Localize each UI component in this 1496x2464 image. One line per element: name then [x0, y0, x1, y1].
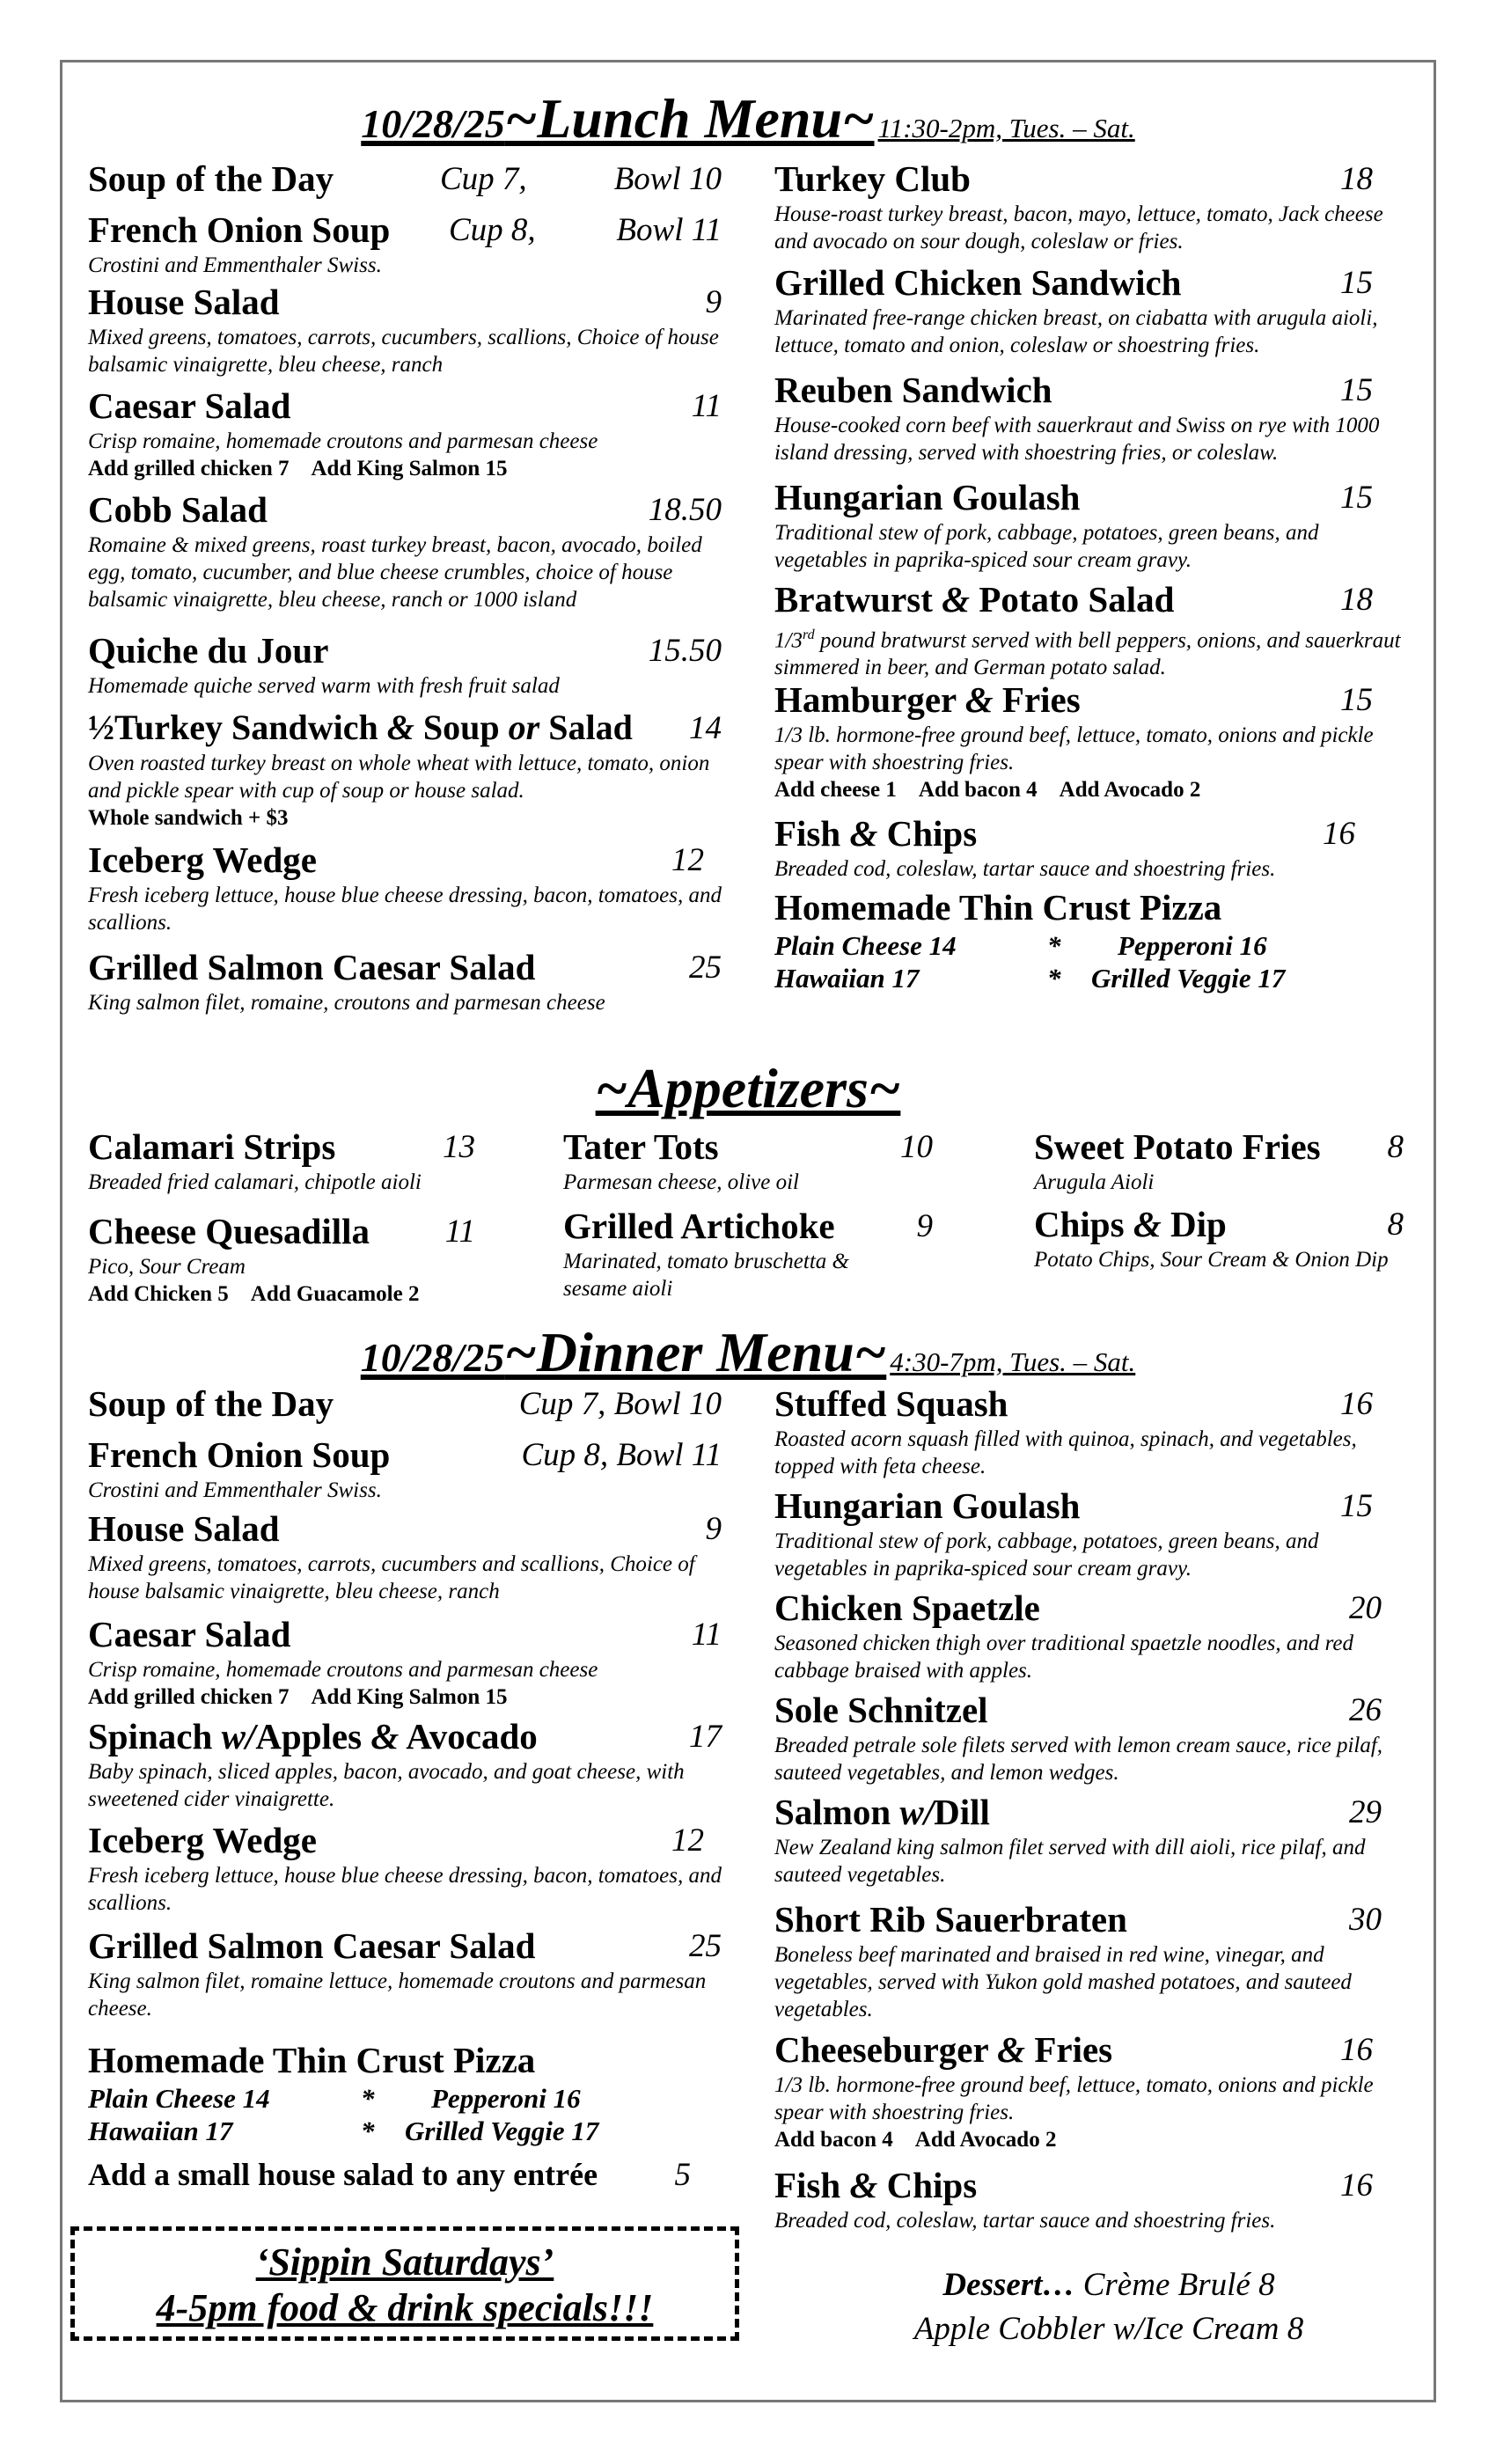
add-on: Add Avocado 2: [1059, 778, 1201, 802]
item-price: 29: [1349, 1794, 1382, 1830]
menu-item: [88, 1382, 722, 1433]
item-price: 16: [1340, 2032, 1373, 2068]
item-description: House-cooked corn beef with sauerkraut and Swiss on rye with 1000 island dressing, served with shoestring fries, or coleslaw.: [774, 414, 1380, 465]
add-on: Whole sandwich + $3: [88, 806, 289, 830]
dessert-line-1: [774, 2266, 1443, 2304]
item-price: 11: [691, 1617, 722, 1653]
dessert-line-2: [774, 2310, 1443, 2348]
item-description: Baby spinach, sliced apples, bacon, avocado, and goat cheese, with sweetened cider vinaigrette.: [88, 1760, 685, 1811]
item-description: 1/3 lb. hormone-free ground beef, lettuce, tomato, onions and pickle spear with shoestring fries.: [774, 723, 1374, 774]
item-name: Sole Schnitzel: [774, 1690, 988, 1730]
lunch-date: 10/28/25: [361, 101, 505, 146]
dessert-item: Crème Brulé 8: [1082, 2267, 1275, 2303]
item-price: 12: [671, 1822, 704, 1859]
item-name: Short Rib Sauerbraten: [774, 1899, 1127, 1940]
pizza-option: Pepperoni 16: [1118, 930, 1267, 961]
item-price: 25: [689, 1928, 722, 1964]
separator: *: [1047, 930, 1061, 961]
add-on: Add bacon 4: [918, 778, 1038, 802]
dinner-right-column: [774, 1382, 1408, 2234]
promo-subtitle: 4-5pm food & drink specials!!!: [156, 2286, 654, 2329]
item-name: Bratwurst & Potato Salad: [774, 579, 1175, 620]
item-description: Arugula Aioli: [1034, 1170, 1155, 1194]
item-description: Breaded cod, coleslaw, tartar sauce and shoestring fries.: [774, 2209, 1276, 2233]
item-name: Homemade Thin Crust Pizza: [774, 887, 1222, 928]
dinner-date: 10/28/25: [360, 1335, 505, 1380]
item-price: 15: [1340, 1488, 1373, 1524]
lunch-left-column: [88, 157, 722, 1024]
item-description: Crisp romaine, homemade croutons and parmesan cheese: [88, 429, 598, 453]
item-price: 18.50: [648, 492, 722, 528]
item-name: Quiche du Jour: [88, 630, 329, 671]
item-name: Hungarian Goulash: [774, 477, 1081, 517]
item-description: Mixed greens, tomatoes, carrots, cucumbers, scallions, Choice of house balsamic vinaigrette, bleu cheese, ranch: [88, 326, 719, 377]
item-description: 1/3rd pound bratwurst served with bell peppers, onions, and sauerkraut simmered in beer, and German potato salad.: [774, 627, 1401, 680]
item-price: 16: [1323, 816, 1355, 852]
menu-item: [774, 811, 1408, 885]
pizza-option: Grilled Veggie 17: [405, 2116, 599, 2146]
item-price: 18: [1340, 582, 1373, 618]
item-name: Fish & Chips: [774, 813, 978, 854]
menu-item: [774, 678, 1408, 811]
item-price: Bowl 10: [613, 161, 722, 197]
item-name: Cheeseburger & Fries: [774, 2029, 1113, 2070]
add-on: Add King Salmon 15: [311, 457, 508, 480]
menu-item: [88, 208, 722, 280]
item-price: 17: [689, 1719, 722, 1755]
menu-item: [88, 1507, 722, 1612]
menu-item: [774, 260, 1408, 368]
item-name: Turkey Club: [774, 158, 971, 199]
menu-item: [88, 1433, 722, 1507]
add-on: Add grilled chicken 7: [88, 457, 290, 480]
item-description: Mixed greens, tomatoes, carrots, cucumbers and scallions, Choice of house balsamic vinaigrette, bleu cheese, ranch: [88, 1552, 695, 1603]
item-price: 12: [671, 842, 704, 878]
menu-item: [88, 280, 722, 384]
item-name: Salmon w/Dill: [774, 1792, 990, 1832]
item-price: 9: [705, 284, 722, 320]
dessert-label: Dessert…: [942, 2267, 1075, 2303]
item-description: Fresh iceberg lettuce, house blue cheese dressing, bacon, tomatoes, and scallions.: [88, 1864, 722, 1915]
dinner-left-column: [88, 1382, 722, 2196]
add-on: Add King Salmon 15: [311, 1685, 508, 1709]
appetizers-column-3: [1034, 1125, 1404, 1273]
item-name: Sweet Potato Fries: [1034, 1126, 1321, 1167]
item-price: Cup 8, Bowl 11: [521, 1437, 722, 1473]
item-price: 10: [900, 1129, 933, 1165]
menu-item: [88, 945, 722, 1024]
item-description: Homemade quiche served warm with fresh fruit salad: [88, 674, 560, 698]
menu-item: [774, 885, 1408, 1000]
item-price: 14: [689, 710, 722, 746]
item-description: King salmon filet, romaine, croutons and parmesan cheese: [88, 991, 605, 1015]
item-description: Marinated, tomato bruschetta & sesame aioli: [563, 1250, 849, 1301]
item-price: Cup 7,: [440, 161, 527, 197]
menu-item: [774, 577, 1408, 678]
sippin-saturdays-banner: [70, 2226, 739, 2341]
item-price: 13: [443, 1129, 475, 1165]
separator: *: [361, 2116, 375, 2146]
item-price: 15.50: [648, 633, 722, 669]
item-name: House Salad: [88, 1508, 280, 1549]
lunch-title: ~Lunch Menu~: [504, 87, 875, 150]
item-name: Grilled Chicken Sandwich: [774, 262, 1182, 303]
item-name: Stuffed Squash: [774, 1383, 1008, 1424]
menu-item: [774, 1382, 1408, 1484]
item-description: Parmesan cheese, olive oil: [563, 1170, 799, 1194]
item-description: New Zealand king salmon filet served with dill aioli, rice pilaf, and sauteed vegetables.: [774, 1836, 1366, 1887]
item-description: Crostini and Emmenthaler Swiss.: [88, 1478, 382, 1502]
appetizers-header: [0, 1056, 1496, 1121]
separator: *: [1047, 963, 1061, 994]
dinner-title: ~Dinner Menu~: [504, 1321, 887, 1383]
item-name: Spinach w/Apples & Avocado: [88, 1716, 538, 1756]
menu-item: [563, 1204, 933, 1302]
item-description: Breaded petrale sole filets served with lemon cream sauce, rice pilaf, sauteed vegetables, and lemon wedges.: [774, 1734, 1383, 1785]
item-description: King salmon filet, romaine lettuce, homemade croutons and parmesan cheese.: [88, 1969, 707, 2020]
menu-item: [1034, 1202, 1404, 1273]
dinner-header: [0, 1320, 1496, 1385]
item-description: Pico, Sour Cream: [88, 1255, 246, 1279]
item-name: Fish & Chips: [774, 2165, 978, 2205]
item-price: Bowl 11: [616, 212, 722, 248]
menu-item: [1034, 1125, 1404, 1202]
item-description: Roasted acorn squash filled with quinoa, spinach, and vegetables, topped with feta cheese.: [774, 1427, 1357, 1478]
item-price: 8: [1387, 1206, 1404, 1243]
item-name: House Salad: [88, 282, 280, 322]
item-description: Fresh iceberg lettuce, house blue cheese dressing, bacon, tomatoes, and scallions.: [88, 884, 722, 935]
lunch-right-column: [774, 157, 1408, 1000]
item-description: Crostini and Emmenthaler Swiss.: [88, 253, 382, 277]
menu-item: [774, 2163, 1408, 2234]
pizza-option: Plain Cheese 14: [774, 930, 957, 961]
item-price: 8: [1387, 1129, 1404, 1165]
menu-item: [774, 1897, 1408, 2028]
menu-item: [774, 475, 1408, 577]
pizza-option: Plain Cheese 14: [88, 2083, 270, 2114]
item-price: 5: [674, 2157, 691, 2193]
add-on: Add grilled chicken 7: [88, 1685, 290, 1709]
dessert-item: Apple Cobbler w/Ice Cream 8: [913, 2311, 1304, 2347]
menu-item: [88, 2152, 722, 2196]
pizza-option: Pepperoni 16: [431, 2083, 581, 2114]
add-on: Add bacon 4: [774, 2128, 893, 2152]
item-description: Traditional stew of pork, cabbage, potatoes, green beans, and vegetables in paprika-spiced sour cream gravy.: [774, 1529, 1319, 1580]
item-description: Potato Chips, Sour Cream & Onion Dip: [1034, 1248, 1389, 1272]
item-name: French Onion Soup: [88, 209, 391, 250]
item-price: 18: [1340, 161, 1373, 197]
item-name: Iceberg Wedge: [88, 840, 317, 880]
item-description: Crisp romaine, homemade croutons and parmesan cheese: [88, 1658, 598, 1682]
item-name: Iceberg Wedge: [88, 1820, 317, 1860]
item-price: 9: [705, 1511, 722, 1547]
lunch-header: [0, 86, 1496, 151]
item-description: Romaine & mixed greens, roast turkey breast, bacon, avocado, boiled egg, tomato, cucumber, and blue cheese crumbles, choice of house balsamic vinaigrette, bleu cheese, ranch or 1000 island: [88, 533, 702, 612]
menu-item: [774, 1586, 1408, 1688]
menu-item: [88, 1612, 722, 1714]
menu-item: [88, 628, 722, 706]
menu-item: [774, 1484, 1408, 1586]
item-price: Cup 8,: [449, 212, 536, 248]
menu-item: [88, 1714, 722, 1818]
menu-item: [563, 1125, 933, 1204]
item-price: 16: [1340, 2167, 1373, 2204]
item-name: Grilled Salmon Caesar Salad: [88, 1925, 536, 1966]
item-name: Grilled Salmon Caesar Salad: [88, 947, 536, 987]
item-description: Traditional stew of pork, cabbage, potatoes, green beans, and vegetables in paprika-spiced sour cream gravy.: [774, 521, 1319, 572]
item-name: Hungarian Goulash: [774, 1485, 1081, 1526]
add-on: Add Chicken 5: [88, 1282, 229, 1306]
promo-title: ‘Sippin Saturdays’: [255, 2240, 554, 2284]
item-name: Caesar Salad: [88, 1614, 291, 1654]
appetizers-column-2: [563, 1125, 933, 1302]
item-name: Chips & Dip: [1034, 1204, 1227, 1244]
item-name: Reuben Sandwich: [774, 370, 1052, 410]
item-name: Calamari Strips: [88, 1126, 336, 1167]
add-on: Add cheese 1: [774, 778, 897, 802]
item-description: Breaded fried calamari, chipotle aioli: [88, 1170, 422, 1194]
item-price: 16: [1340, 1386, 1373, 1422]
item-name: Cheese Quesadilla: [88, 1211, 370, 1251]
menu-item: [88, 706, 722, 838]
item-name: Homemade Thin Crust Pizza: [88, 2040, 536, 2080]
pizza-option: Grilled Veggie 17: [1091, 963, 1286, 994]
item-name: Soup of the Day: [88, 1383, 334, 1424]
item-price: 20: [1349, 1590, 1382, 1626]
menu-item: [88, 838, 722, 945]
menu-item: [774, 157, 1408, 260]
menu-item: [88, 1125, 475, 1209]
menu-item: [774, 1688, 1408, 1790]
item-price: 15: [1340, 265, 1373, 301]
item-price: 26: [1349, 1692, 1382, 1728]
item-price: 15: [1340, 372, 1373, 408]
item-description: Marinated free-range chicken breast, on ciabatta with arugula aioli, lettuce, tomato and onion, coleslaw or shoestring fries.: [774, 306, 1378, 357]
menu-item: [774, 2028, 1408, 2163]
item-name: French Onion Soup: [88, 1434, 391, 1475]
menu-item: [88, 1818, 722, 1924]
appetizers-column-1: [88, 1125, 475, 1308]
item-name: Grilled Artichoke: [563, 1206, 835, 1246]
item-description: Boneless beef marinated and braised in red wine, vinegar, and vegetables, served with Yukon gold mashed potatoes, and sauteed vegetables.: [774, 1943, 1352, 2021]
pizza-option: Hawaiian 17: [88, 2116, 233, 2146]
pizza-option: Hawaiian 17: [774, 963, 920, 994]
dinner-hours: 4:30-7pm, Tues. – Sat.: [890, 1346, 1136, 1377]
item-description: Seasoned chicken thigh over traditional spaetzle noodles, and red cabbage braised with apples.: [774, 1632, 1353, 1683]
menu-item: [88, 1209, 475, 1308]
menu-item: [774, 1790, 1408, 1897]
item-price: 30: [1349, 1902, 1382, 1938]
menu-item: [88, 2038, 722, 2152]
item-price: 11: [444, 1214, 475, 1250]
menu-item: [88, 384, 722, 488]
item-name: Hamburger & Fries: [774, 679, 1081, 720]
add-on: Add Avocado 2: [914, 2128, 1057, 2152]
item-description: Breaded cod, coleslaw, tartar sauce and shoestring fries.: [774, 857, 1276, 881]
item-description: House-roast turkey breast, bacon, mayo, lettuce, tomato, Jack cheese and avocado on sour dough, coleslaw or fries.: [774, 202, 1383, 253]
item-name: Cobb Salad: [88, 489, 268, 530]
menu-item: [88, 488, 722, 628]
item-name: ½Turkey Sandwich & Soup or Salad: [88, 708, 633, 747]
item-name: Caesar Salad: [88, 385, 291, 426]
item-price: Cup 7, Bowl 10: [518, 1386, 722, 1422]
lunch-hours: 11:30-2pm, Tues. – Sat.: [877, 113, 1135, 143]
menu-item: [88, 157, 722, 208]
item-price: 11: [691, 388, 722, 424]
item-name: Chicken Spaetzle: [774, 1588, 1040, 1628]
add-salad-text: Add a small house salad to any entrée: [88, 2157, 598, 2192]
separator: *: [361, 2083, 375, 2114]
item-description: Oven roasted turkey breast on whole wheat with lettuce, tomato, onion and pickle spear with cup of soup or house salad.: [88, 752, 710, 803]
add-on: Add Guacamole 2: [250, 1282, 420, 1306]
item-name: Soup of the Day: [88, 158, 334, 199]
item-name: Tater Tots: [563, 1126, 719, 1167]
item-description: 1/3 lb. hormone-free ground beef, lettuce, tomato, onions and pickle spear with shoestring fries.: [774, 2073, 1374, 2124]
appetizers-title: ~Appetizers~: [595, 1057, 901, 1119]
item-price: 9: [916, 1208, 933, 1244]
item-price: 15: [1340, 480, 1373, 516]
item-price: 15: [1340, 682, 1373, 718]
menu-item: [88, 1924, 722, 2038]
item-price: 25: [689, 950, 722, 986]
menu-item: [774, 368, 1408, 475]
